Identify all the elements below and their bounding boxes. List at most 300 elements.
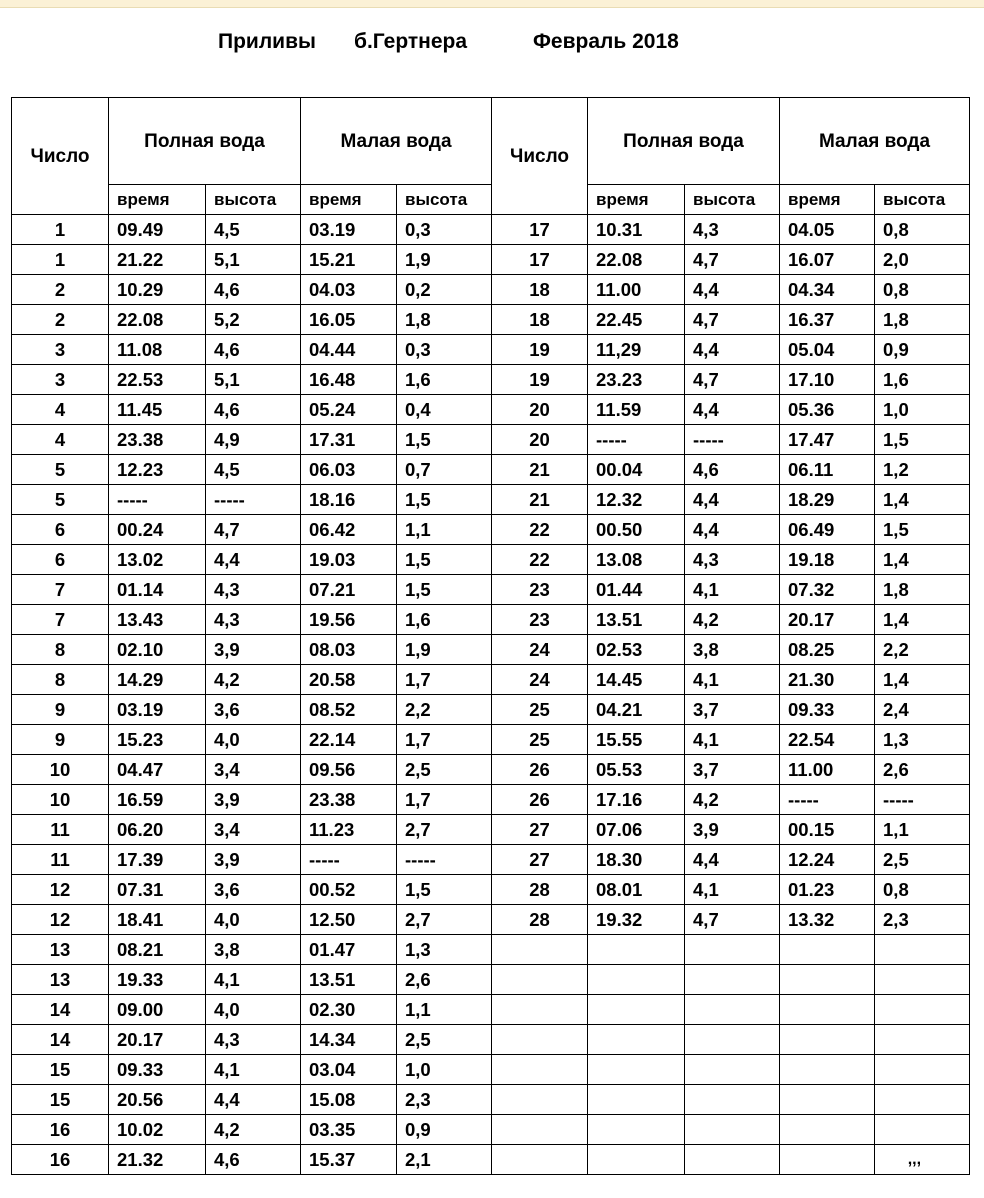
- cell-left-low-height: 2,5: [397, 1025, 492, 1055]
- cell-left-high-time: 20.56: [109, 1085, 206, 1115]
- cell-left-low-time: 16.05: [301, 305, 397, 335]
- cell-left-high-height: -----: [206, 485, 301, 515]
- cell-right-day: 25: [492, 725, 588, 755]
- cell-empty: [780, 1055, 875, 1085]
- cell-left-day: 9: [12, 725, 109, 755]
- cell-right-high-time: 22.45: [588, 305, 685, 335]
- header-row-main: [12, 98, 970, 185]
- table-row: [12, 695, 970, 725]
- cell-empty: [780, 1115, 875, 1145]
- cell-right-low-height: 1,2: [875, 455, 970, 485]
- cell-left-high-height: 4,6: [206, 395, 301, 425]
- cell-empty: [492, 1055, 588, 1085]
- cell-right-low-height: 2,2: [875, 635, 970, 665]
- cell-right-high-height: 4,1: [685, 575, 780, 605]
- cell-empty: [780, 1145, 875, 1175]
- cell-left-high-time: 21.22: [109, 245, 206, 275]
- cell-left-day: 1: [12, 215, 109, 245]
- cell-left-high-height: 4,2: [206, 665, 301, 695]
- cell-left-high-height: 4,6: [206, 335, 301, 365]
- cell-right-low-time: 17.10: [780, 365, 875, 395]
- cell-left-day: 4: [12, 425, 109, 455]
- table-row: [12, 335, 970, 365]
- cell-left-low-time: 09.56: [301, 755, 397, 785]
- cell-right-low-height: 2,5: [875, 845, 970, 875]
- cell-right-day: 21: [492, 455, 588, 485]
- cell-right-high-time: 18.30: [588, 845, 685, 875]
- cell-left-low-height: 1,5: [397, 485, 492, 515]
- cell-right-high-height: 4,4: [685, 335, 780, 365]
- cell-left-low-time: 23.38: [301, 785, 397, 815]
- cell-right-day: 19: [492, 335, 588, 365]
- cell-left-low-time: 01.47: [301, 935, 397, 965]
- cell-empty: [780, 1085, 875, 1115]
- cell-right-low-height: 2,4: [875, 695, 970, 725]
- cell-left-high-time: 04.47: [109, 755, 206, 785]
- cell-left-low-height: 0,9: [397, 1115, 492, 1145]
- cell-right-low-time: 06.49: [780, 515, 875, 545]
- cell-empty: [875, 995, 970, 1025]
- cell-right-low-time: 20.17: [780, 605, 875, 635]
- tide-table: [11, 97, 970, 1175]
- cell-left-low-time: 12.50: [301, 905, 397, 935]
- header-day-left: Число: [12, 98, 109, 215]
- cell-empty: [875, 1025, 970, 1055]
- cell-right-day: 18: [492, 305, 588, 335]
- cell-right-high-height: 3,7: [685, 695, 780, 725]
- cell-left-day: 3: [12, 365, 109, 395]
- cell-left-low-time: 08.03: [301, 635, 397, 665]
- cell-right-low-height: 1,3: [875, 725, 970, 755]
- cell-left-high-height: 4,1: [206, 1055, 301, 1085]
- cell-right-low-height: 2,6: [875, 755, 970, 785]
- table-row: [12, 635, 970, 665]
- title-tides: Приливы: [218, 30, 316, 53]
- cell-left-day: 1: [12, 245, 109, 275]
- cell-left-high-height: 4,0: [206, 995, 301, 1025]
- cell-left-low-time: 19.03: [301, 545, 397, 575]
- cell-right-low-height: 2,0: [875, 245, 970, 275]
- cell-right-low-time: -----: [780, 785, 875, 815]
- table-row: [12, 785, 970, 815]
- cell-left-high-height: 4,3: [206, 575, 301, 605]
- cell-right-high-height: 3,9: [685, 815, 780, 845]
- table-row: [12, 365, 970, 395]
- cell-left-high-height: 3,9: [206, 635, 301, 665]
- cell-left-day: 13: [12, 935, 109, 965]
- cell-right-low-time: 07.32: [780, 575, 875, 605]
- table-row: [12, 1085, 970, 1115]
- cell-left-day: 15: [12, 1055, 109, 1085]
- cell-empty: [588, 1055, 685, 1085]
- cell-empty: [875, 965, 970, 995]
- cell-left-low-time: 17.31: [301, 425, 397, 455]
- cell-left-low-time: 00.52: [301, 875, 397, 905]
- cell-right-high-time: 00.04: [588, 455, 685, 485]
- table-row: [12, 395, 970, 425]
- cell-left-low-height: 1,5: [397, 545, 492, 575]
- cell-right-low-height: 1,5: [875, 425, 970, 455]
- cell-right-high-height: 4,7: [685, 245, 780, 275]
- cell-left-high-time: 11.08: [109, 335, 206, 365]
- cell-right-low-time: 13.32: [780, 905, 875, 935]
- table-row: [12, 215, 970, 245]
- header-time: время: [301, 185, 397, 215]
- cell-left-low-time: 16.48: [301, 365, 397, 395]
- cell-right-low-height: 1,8: [875, 305, 970, 335]
- table-row: [12, 1115, 970, 1145]
- cell-left-day: 14: [12, 995, 109, 1025]
- table-row: [12, 1145, 970, 1175]
- cell-left-low-height: 0,7: [397, 455, 492, 485]
- cell-right-low-time: 19.18: [780, 545, 875, 575]
- cell-left-low-height: 1,6: [397, 365, 492, 395]
- cell-left-low-height: 1,1: [397, 995, 492, 1025]
- cell-empty: [588, 1145, 685, 1175]
- header-high-water-right: Полная вода: [588, 98, 780, 185]
- cell-right-low-height: 1,4: [875, 485, 970, 515]
- cell-empty: [780, 995, 875, 1025]
- header-high-water-left: Полная вода: [109, 98, 301, 185]
- header-low-water-right: Малая вода: [780, 98, 970, 185]
- cell-right-day: 17: [492, 215, 588, 245]
- cell-left-day: 7: [12, 575, 109, 605]
- title-month: Февраль 2018: [533, 30, 679, 53]
- cell-left-low-height: 1,5: [397, 425, 492, 455]
- cell-right-low-time: 16.07: [780, 245, 875, 275]
- cell-left-low-height: 0,4: [397, 395, 492, 425]
- table-row: [12, 1025, 970, 1055]
- top-banner-strip: [0, 0, 984, 8]
- cell-right-day: 17: [492, 245, 588, 275]
- header-time: время: [588, 185, 685, 215]
- cell-left-low-time: 05.24: [301, 395, 397, 425]
- header-height: высота: [685, 185, 780, 215]
- header-time: время: [780, 185, 875, 215]
- cell-left-low-time: 15.08: [301, 1085, 397, 1115]
- cell-left-day: 5: [12, 485, 109, 515]
- cell-left-high-height: 4,6: [206, 1145, 301, 1175]
- cell-left-high-height: 4,5: [206, 455, 301, 485]
- cell-left-day: 11: [12, 815, 109, 845]
- cell-left-high-height: 3,4: [206, 815, 301, 845]
- cell-left-low-height: 1,8: [397, 305, 492, 335]
- cell-left-high-height: 3,4: [206, 755, 301, 785]
- cell-right-high-height: 4,1: [685, 725, 780, 755]
- cell-left-high-time: 19.33: [109, 965, 206, 995]
- cell-left-low-height: 2,3: [397, 1085, 492, 1115]
- cell-left-high-height: 3,6: [206, 695, 301, 725]
- cell-left-day: 2: [12, 305, 109, 335]
- cell-right-day: 19: [492, 365, 588, 395]
- cell-left-low-time: 15.21: [301, 245, 397, 275]
- table-row: [12, 455, 970, 485]
- cell-left-high-time: 10.02: [109, 1115, 206, 1145]
- cell-right-low-height: -----: [875, 785, 970, 815]
- cell-left-high-time: 02.10: [109, 635, 206, 665]
- table-row: [12, 845, 970, 875]
- cell-empty: [588, 995, 685, 1025]
- cell-empty: [685, 1085, 780, 1115]
- cell-right-day: 20: [492, 425, 588, 455]
- cell-left-high-time: 15.23: [109, 725, 206, 755]
- cell-right-day: 22: [492, 545, 588, 575]
- cell-left-high-time: 07.31: [109, 875, 206, 905]
- cell-right-low-time: 01.23: [780, 875, 875, 905]
- table-row: [12, 665, 970, 695]
- cell-right-day: 21: [492, 485, 588, 515]
- cell-right-day: 27: [492, 845, 588, 875]
- title-location: б.Гертнера: [354, 30, 468, 53]
- table-row: [12, 515, 970, 545]
- cell-right-day: 24: [492, 635, 588, 665]
- cell-left-low-time: 03.35: [301, 1115, 397, 1145]
- cell-left-day: 2: [12, 275, 109, 305]
- cell-right-low-time: 11.00: [780, 755, 875, 785]
- cell-left-high-height: 4,1: [206, 965, 301, 995]
- cell-left-low-height: 1,3: [397, 935, 492, 965]
- cell-left-high-height: 5,1: [206, 365, 301, 395]
- cell-left-high-height: 4,4: [206, 545, 301, 575]
- cell-left-day: 16: [12, 1115, 109, 1145]
- cell-right-day: 26: [492, 755, 588, 785]
- cell-right-low-time: 04.34: [780, 275, 875, 305]
- cell-right-low-height: 0,8: [875, 875, 970, 905]
- cell-left-low-height: 2,7: [397, 815, 492, 845]
- cell-left-low-time: 07.21: [301, 575, 397, 605]
- cell-left-high-height: 3,9: [206, 785, 301, 815]
- cell-right-day: 26: [492, 785, 588, 815]
- cell-left-day: 7: [12, 605, 109, 635]
- cell-left-high-time: 22.08: [109, 305, 206, 335]
- cell-empty: [492, 1115, 588, 1145]
- cell-left-low-height: 2,7: [397, 905, 492, 935]
- cell-right-high-height: 4,1: [685, 665, 780, 695]
- cell-right-high-time: 22.08: [588, 245, 685, 275]
- cell-right-high-height: 4,6: [685, 455, 780, 485]
- cell-left-low-time: 04.03: [301, 275, 397, 305]
- cell-left-high-height: 4,3: [206, 605, 301, 635]
- cell-left-high-height: 4,0: [206, 905, 301, 935]
- cell-right-high-time: 15.55: [588, 725, 685, 755]
- cell-empty: [780, 1025, 875, 1055]
- header-low-water-left: Малая вода: [301, 98, 492, 185]
- cell-right-low-height: 1,0: [875, 395, 970, 425]
- cell-empty: [685, 935, 780, 965]
- cell-left-high-time: 09.00: [109, 995, 206, 1025]
- cell-left-low-height: 1,5: [397, 575, 492, 605]
- cell-right-high-height: 4,1: [685, 875, 780, 905]
- cell-left-high-height: 4,4: [206, 1085, 301, 1115]
- cell-right-high-height: 4,4: [685, 485, 780, 515]
- cell-left-high-height: 4,0: [206, 725, 301, 755]
- cell-empty: [875, 1085, 970, 1115]
- cell-left-low-height: 0,3: [397, 215, 492, 245]
- cell-right-high-time: 14.45: [588, 665, 685, 695]
- cell-empty: [780, 935, 875, 965]
- cell-right-low-height: 1,8: [875, 575, 970, 605]
- cell-left-high-time: 23.38: [109, 425, 206, 455]
- cell-left-high-height: 4,5: [206, 215, 301, 245]
- cell-left-low-height: 1,1: [397, 515, 492, 545]
- cell-right-high-height: 4,4: [685, 275, 780, 305]
- cell-empty: [685, 1145, 780, 1175]
- cell-left-high-time: 14.29: [109, 665, 206, 695]
- cell-right-high-time: 02.53: [588, 635, 685, 665]
- cell-left-high-height: 3,6: [206, 875, 301, 905]
- cell-empty: [685, 1055, 780, 1085]
- cell-right-high-height: 4,4: [685, 395, 780, 425]
- cell-right-day: 28: [492, 875, 588, 905]
- cell-right-low-height: 1,6: [875, 365, 970, 395]
- cell-right-day: 28: [492, 905, 588, 935]
- cell-left-low-height: 1,9: [397, 245, 492, 275]
- cell-right-high-time: 08.01: [588, 875, 685, 905]
- table-row: [12, 1055, 970, 1085]
- cell-left-low-height: 2,1: [397, 1145, 492, 1175]
- cell-right-low-time: 05.36: [780, 395, 875, 425]
- header-row-sub: [12, 185, 970, 215]
- cell-left-high-time: 18.41: [109, 905, 206, 935]
- cell-left-high-time: 21.32: [109, 1145, 206, 1175]
- cell-right-high-time: -----: [588, 425, 685, 455]
- cell-left-low-time: 11.23: [301, 815, 397, 845]
- cell-empty: [492, 935, 588, 965]
- cell-right-high-height: 4,2: [685, 785, 780, 815]
- cell-right-high-time: 13.51: [588, 605, 685, 635]
- cell-left-low-time: 06.42: [301, 515, 397, 545]
- cell-right-low-time: 18.29: [780, 485, 875, 515]
- cell-right-day: 24: [492, 665, 588, 695]
- cell-left-day: 6: [12, 515, 109, 545]
- cell-empty: [780, 965, 875, 995]
- cell-left-day: 11: [12, 845, 109, 875]
- cell-left-high-time: 11.45: [109, 395, 206, 425]
- header-day-right: Число: [492, 98, 588, 215]
- cell-left-low-time: 20.58: [301, 665, 397, 695]
- header-time: время: [109, 185, 206, 215]
- cell-left-day: 16: [12, 1145, 109, 1175]
- table-row: [12, 725, 970, 755]
- table-row: [12, 935, 970, 965]
- table-row: [12, 965, 970, 995]
- cell-left-high-height: 4,2: [206, 1115, 301, 1145]
- cell-empty: [685, 1115, 780, 1145]
- cell-left-low-height: 1,6: [397, 605, 492, 635]
- cell-right-low-time: 22.54: [780, 725, 875, 755]
- cell-empty: [588, 935, 685, 965]
- cell-right-low-time: 12.24: [780, 845, 875, 875]
- cell-right-day: 27: [492, 815, 588, 845]
- cell-empty: [492, 995, 588, 1025]
- cell-left-high-time: 00.24: [109, 515, 206, 545]
- cell-right-high-time: 19.32: [588, 905, 685, 935]
- cell-right-low-time: 00.15: [780, 815, 875, 845]
- table-row: [12, 425, 970, 455]
- cell-left-day: 6: [12, 545, 109, 575]
- cell-empty: [875, 1115, 970, 1145]
- stray-mark: ,,,: [875, 1145, 970, 1175]
- cell-left-low-height: 0,2: [397, 275, 492, 305]
- table-row: [12, 575, 970, 605]
- cell-left-day: 13: [12, 965, 109, 995]
- table-row: [12, 605, 970, 635]
- cell-left-day: 10: [12, 755, 109, 785]
- cell-left-high-time: 06.20: [109, 815, 206, 845]
- cell-right-high-height: 4,4: [685, 515, 780, 545]
- cell-right-low-height: 1,1: [875, 815, 970, 845]
- table-row: [12, 755, 970, 785]
- cell-right-low-time: 06.11: [780, 455, 875, 485]
- page-title: [0, 30, 984, 54]
- cell-right-high-height: -----: [685, 425, 780, 455]
- cell-right-high-height: 4,7: [685, 905, 780, 935]
- cell-left-day: 8: [12, 665, 109, 695]
- cell-left-high-time: 01.14: [109, 575, 206, 605]
- cell-left-high-height: 4,6: [206, 275, 301, 305]
- cell-left-day: 4: [12, 395, 109, 425]
- cell-left-high-time: 03.19: [109, 695, 206, 725]
- cell-empty: [685, 965, 780, 995]
- cell-left-low-time: -----: [301, 845, 397, 875]
- cell-right-high-time: 05.53: [588, 755, 685, 785]
- cell-left-low-time: 13.51: [301, 965, 397, 995]
- cell-empty: [685, 995, 780, 1025]
- cell-empty: [588, 1025, 685, 1055]
- cell-left-high-height: 5,1: [206, 245, 301, 275]
- cell-left-high-time: 22.53: [109, 365, 206, 395]
- cell-left-high-time: 13.43: [109, 605, 206, 635]
- cell-right-low-time: 08.25: [780, 635, 875, 665]
- cell-left-low-time: 14.34: [301, 1025, 397, 1055]
- cell-left-low-time: 02.30: [301, 995, 397, 1025]
- cell-right-low-time: 21.30: [780, 665, 875, 695]
- table-row: [12, 545, 970, 575]
- cell-left-high-height: 3,9: [206, 845, 301, 875]
- cell-right-high-time: 11.59: [588, 395, 685, 425]
- cell-left-day: 8: [12, 635, 109, 665]
- cell-left-low-height: 1,9: [397, 635, 492, 665]
- header-height: высота: [397, 185, 492, 215]
- cell-left-low-height: 0,3: [397, 335, 492, 365]
- cell-left-low-height: 1,7: [397, 785, 492, 815]
- cell-left-low-height: 1,7: [397, 725, 492, 755]
- header-height: высота: [206, 185, 301, 215]
- cell-left-day: 14: [12, 1025, 109, 1055]
- cell-empty: [588, 1085, 685, 1115]
- cell-right-day: 22: [492, 515, 588, 545]
- table-row: [12, 305, 970, 335]
- cell-right-low-time: 05.04: [780, 335, 875, 365]
- cell-right-high-height: 4,3: [685, 215, 780, 245]
- cell-left-day: 10: [12, 785, 109, 815]
- cell-right-low-height: 1,4: [875, 665, 970, 695]
- cell-left-high-time: 09.33: [109, 1055, 206, 1085]
- cell-left-day: 15: [12, 1085, 109, 1115]
- cell-empty: [492, 1025, 588, 1055]
- cell-left-high-height: 5,2: [206, 305, 301, 335]
- cell-left-high-time: 12.23: [109, 455, 206, 485]
- cell-right-day: 25: [492, 695, 588, 725]
- cell-right-low-time: 04.05: [780, 215, 875, 245]
- cell-left-high-time: 08.21: [109, 935, 206, 965]
- cell-right-low-height: 0,8: [875, 275, 970, 305]
- cell-empty: [875, 1055, 970, 1085]
- cell-right-high-time: 17.16: [588, 785, 685, 815]
- cell-left-high-time: 20.17: [109, 1025, 206, 1055]
- cell-left-high-time: 17.39: [109, 845, 206, 875]
- cell-right-high-time: 01.44: [588, 575, 685, 605]
